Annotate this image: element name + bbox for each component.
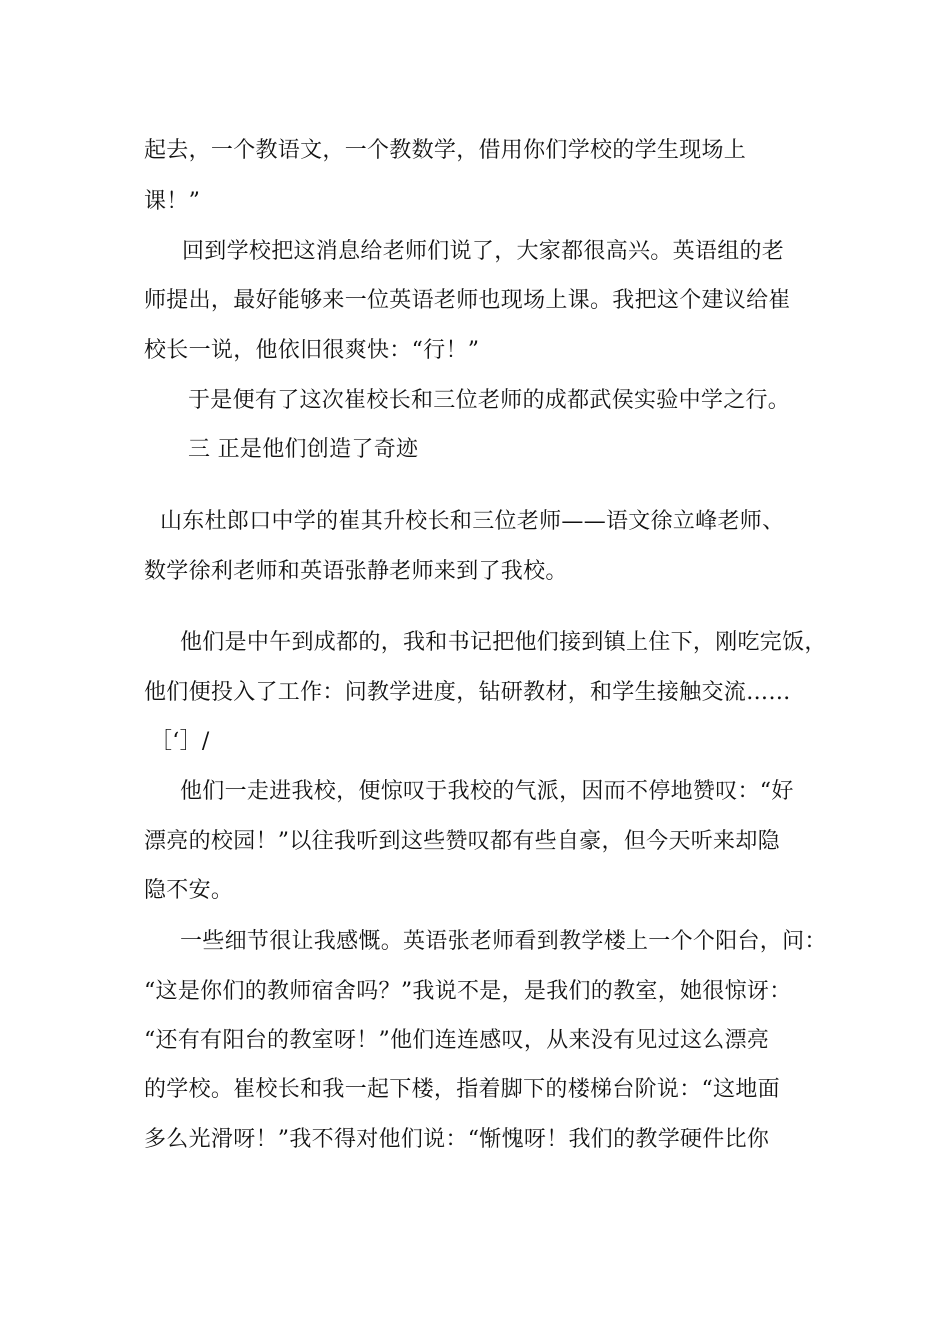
paragraph-start-line: 他们是中午到成都的，我和书记把他们接到镇上住下，刚吃完饭，: [180, 630, 827, 655]
text-line: “这是你们的教师宿舍吗？”我说不是，是我们的教室，她很惊讶：: [144, 979, 792, 1004]
paragraph-start-line: 于是便有了这次崔校长和三位老师的成都武侯实验中学之行。: [188, 388, 791, 413]
text-line: 漂亮的校园！”以往我听到这些赞叹都有些自豪，但今天听来却隐: [144, 829, 780, 854]
text-line: 他们便投入了工作：问教学进度，钻研教材，和学生接触交流……: [144, 680, 791, 705]
text-line: 数学徐利老师和英语张静老师来到了我校。: [144, 559, 568, 584]
text-line: 课！”: [144, 189, 201, 214]
text-line: 隐不安。: [144, 878, 234, 903]
text-line: “还有有阳台的教室呀！”他们连连感叹，从来没有见过这么漂亮: [144, 1028, 770, 1053]
text-line: 多么光滑呀！”我不得对他们说：“惭愧呀！我们的教学硬件比你: [144, 1127, 770, 1152]
text-line: 校长一说，他依旧很爽快：“行！”: [144, 338, 480, 363]
paragraph-start-line: 一些细节很让我感慨。英语张老师看到教学楼上一个个阳台，问：: [180, 929, 827, 954]
text-line: 师提出，最好能够来一位英语老师也现场上课。我把这个建议给崔: [144, 288, 791, 313]
paragraph-start-line: 山东杜郎口中学的崔其升校长和三位老师——语文徐立峰老师、: [160, 509, 785, 534]
text-line: 的学校。崔校长和我一起下楼，指着脚下的楼梯台阶说：“这地面: [144, 1077, 780, 1102]
paragraph-start-line: 他们一走进我校，便惊叹于我校的气派，因而不停地赞叹：“好: [180, 779, 794, 804]
section-heading: 三 正是他们创造了奇迹: [188, 437, 419, 462]
bracket-marker: ［‘］/: [150, 729, 210, 754]
paragraph-start-line: 回到学校把这消息给老师们说了，大家都很高兴。英语组的老: [182, 239, 785, 264]
text-line: 起去，一个教语文，一个教数学，借用你们学校的学生现场上: [144, 138, 747, 163]
